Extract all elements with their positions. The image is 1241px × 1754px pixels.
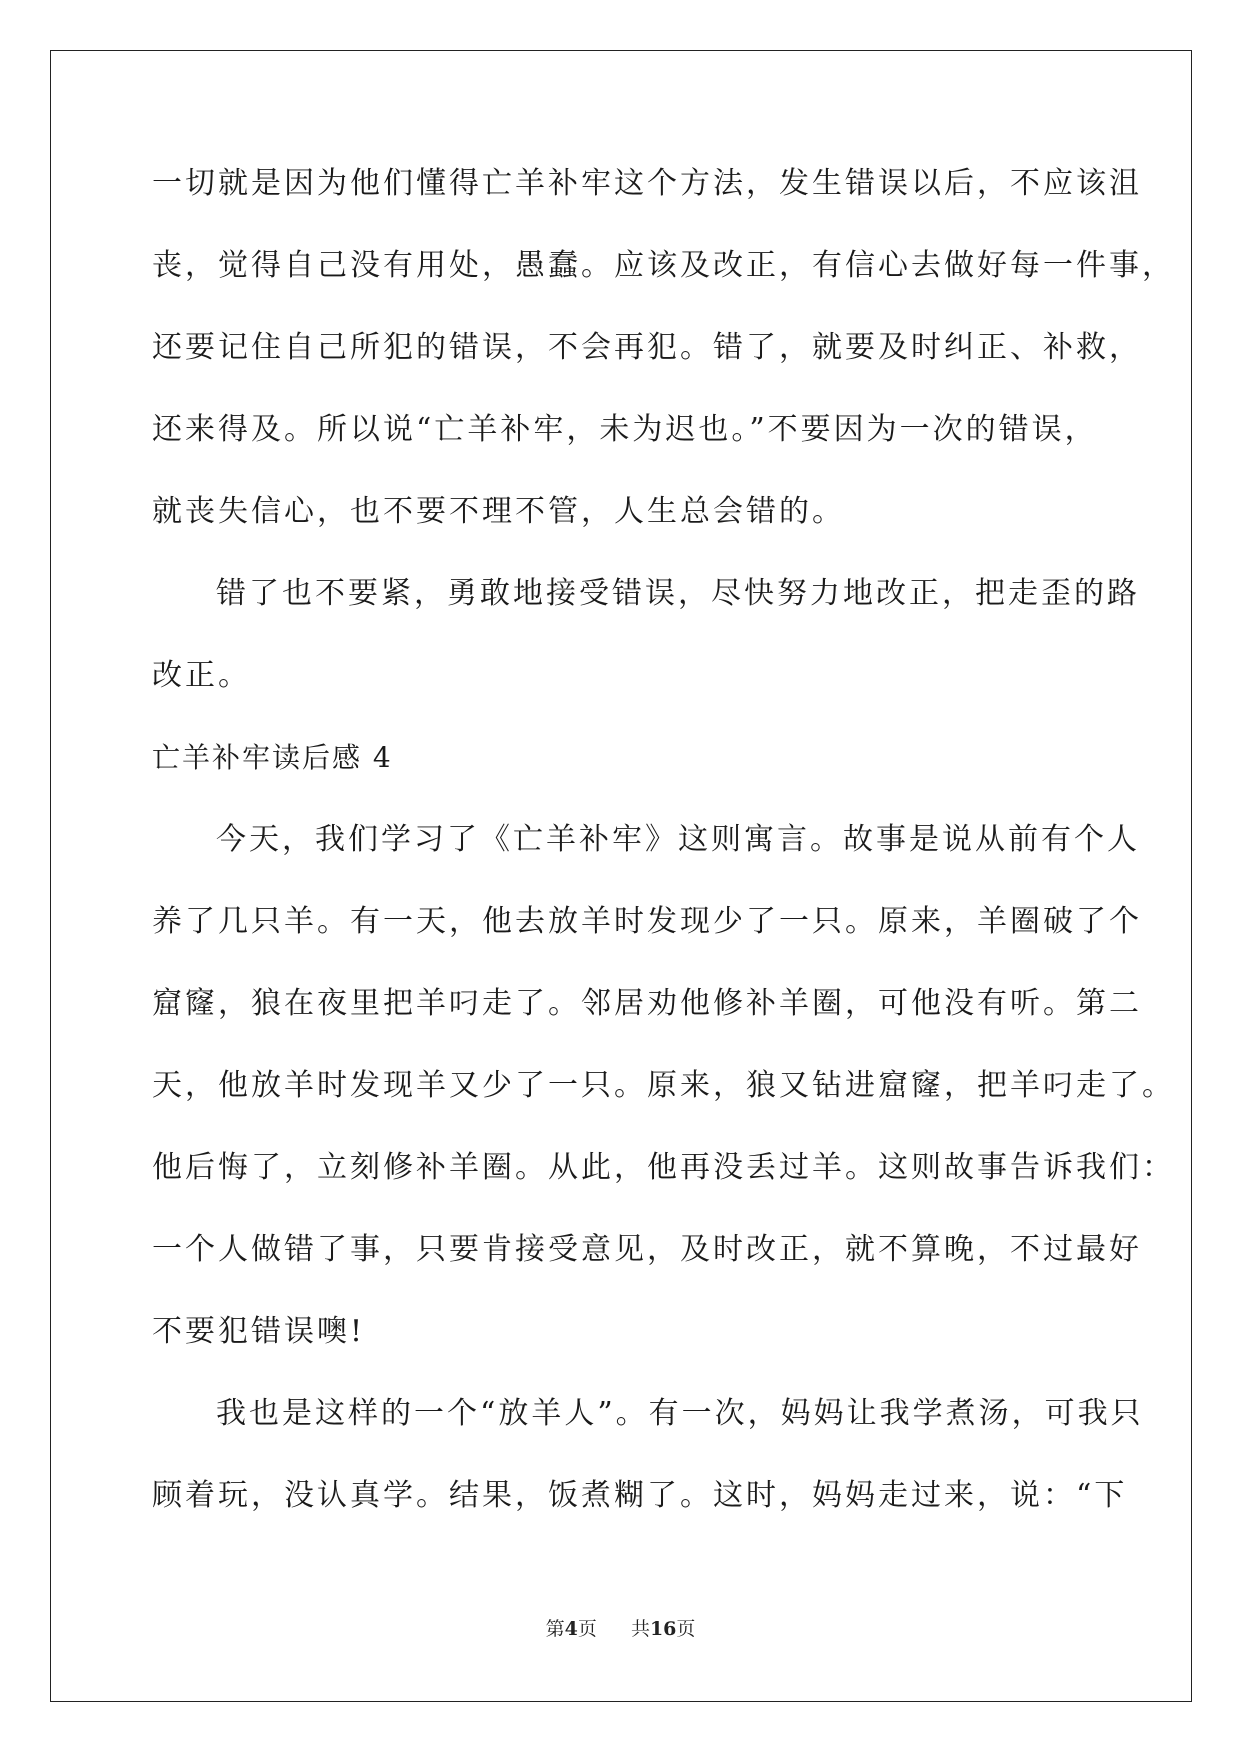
text-line: 我也是这样的一个“放羊人”。有一次，妈妈让我学煮汤，可我只 [216, 1396, 1144, 1431]
total-suffix: 页 [676, 1618, 696, 1640]
text-line: 改正。 [152, 658, 251, 693]
paragraph-1 [152, 160, 1175, 570]
text-line: 一个人做错了事，只要肯接受意见，及时改正，就不算晚，不过最好 [152, 1232, 1142, 1267]
text-line: 就丧失信心，也不要不理不管，人生总会错的。 [152, 494, 845, 529]
text-line: 还来得及。所以说“亡羊补牢，未为迟也。”不要因为一次的错误， [152, 412, 1098, 447]
text-line: 他后悔了，立刻修补羊圈。从此，他再没丢过羊。这则故事告诉我们： [152, 1150, 1175, 1185]
text-line: 养了几只羊。有一天，他去放羊时发现少了一只。原来，羊圈破了个 [152, 904, 1142, 939]
text-line: 天，他放羊时发现羊又少了一只。原来，狼又钻进窟窿，把羊叼走了。 [152, 1068, 1175, 1103]
document-body [152, 160, 1175, 1554]
current-page: 4 [564, 1618, 578, 1640]
text-line: 错了也不要紧，勇敢地接受错误，尽快努力地改正，把走歪的路 [216, 576, 1140, 611]
section-heading: 亡羊补牢读后感 4 [152, 741, 393, 774]
page-total [631, 1618, 695, 1640]
text-line: 一切就是因为他们懂得亡羊补牢这个方法，发生错误以后，不应该沮 [152, 166, 1142, 201]
total-pages: 16 [649, 1618, 677, 1640]
text-line: 今天，我们学习了《亡羊补牢》这则寓言。故事是说从前有个人 [216, 822, 1140, 857]
text-line: 不要犯错误噢! [152, 1314, 366, 1349]
text-line: 顾着玩，没认真学。结果，饭煮糊了。这时，妈妈走过来，说：“下 [152, 1478, 1128, 1513]
page-footer [0, 1614, 1241, 1641]
text-line: 窟窿，狼在夜里把羊叼走了。邻居劝他修补羊圈，可他没有听。第二 [152, 986, 1142, 1021]
text-line: 丧，觉得自己没有用处，愚蠢。应该及改正，有信心去做好每一件事， [152, 248, 1175, 283]
page-number [546, 1618, 603, 1640]
text-line: 还要记住自己所犯的错误，不会再犯。错了，就要及时纠正、补救， [152, 330, 1142, 365]
paragraph-3 [152, 816, 1175, 1390]
paragraph-2 [152, 570, 1140, 734]
page-prefix: 第 [545, 1618, 565, 1640]
paragraph-4 [152, 1390, 1144, 1554]
page-suffix: 页 [577, 1618, 597, 1640]
total-prefix: 共 [630, 1618, 650, 1640]
